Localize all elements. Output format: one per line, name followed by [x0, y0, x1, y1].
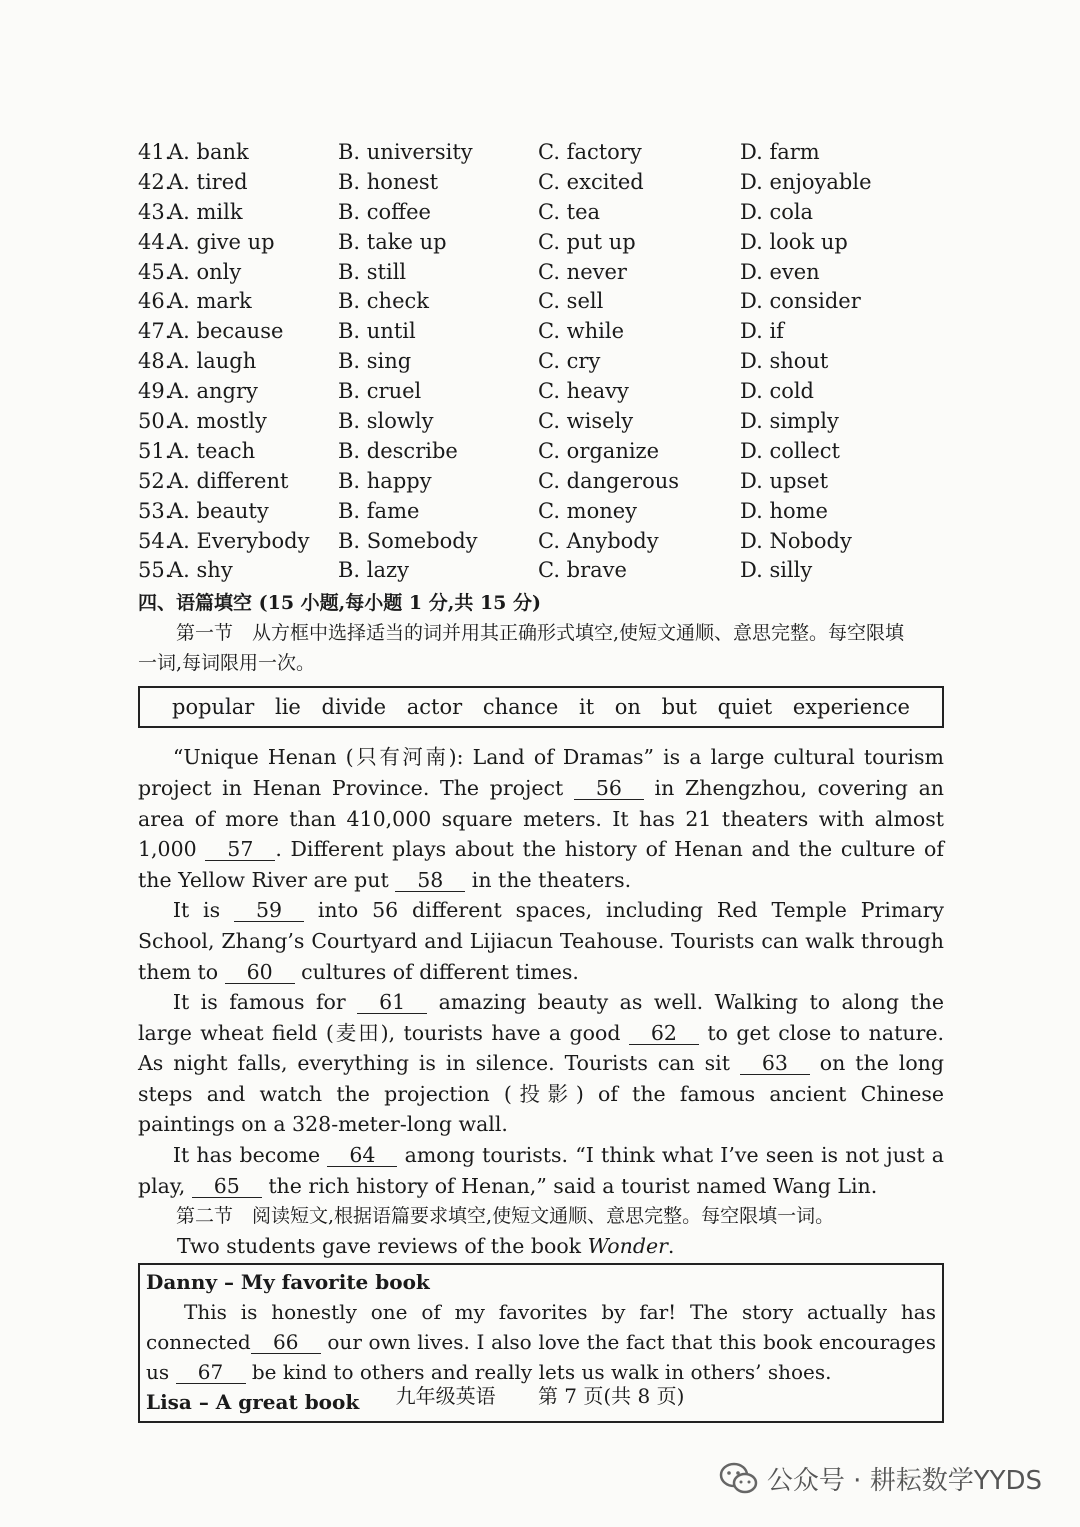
question-number: 49.	[138, 379, 172, 404]
word-box-item: lie	[274, 695, 301, 720]
question-number: 54.	[138, 528, 172, 553]
option-d[interactable]: D. if	[740, 319, 784, 344]
option-a[interactable]: A. tired	[168, 169, 248, 194]
question-row	[138, 437, 944, 467]
option-c[interactable]: C. tea	[538, 199, 601, 224]
question-row	[138, 228, 944, 258]
option-a[interactable]: A. laugh	[168, 349, 257, 374]
blank-60[interactable]: 60	[225, 961, 295, 984]
option-c[interactable]: C. cry	[538, 349, 601, 374]
option-d[interactable]: D. shout	[740, 349, 829, 374]
question-number: 45.	[138, 259, 172, 284]
option-a[interactable]: A. only	[168, 259, 242, 284]
word-box-item: quiet	[717, 695, 773, 720]
option-a[interactable]: A. give up	[168, 229, 275, 254]
paragraph-4: It has become 64 among tourists. “I think what I’ve seen is not just a play, 65 the rich history of Henan,” said a tourist named Wang Lin.	[138, 1143, 944, 1198]
option-a[interactable]: A. angry	[168, 379, 258, 404]
option-d[interactable]: D. silly	[740, 558, 813, 583]
option-b[interactable]: B. until	[338, 319, 416, 344]
page-footer	[0, 1380, 1080, 1409]
option-c[interactable]: C. organize	[538, 438, 660, 463]
question-number: 41.	[138, 140, 172, 164]
question-number: 52.	[138, 468, 172, 493]
word-box-item: experience	[792, 695, 910, 720]
option-c[interactable]: C. money	[538, 498, 638, 523]
option-c[interactable]: C. heavy	[538, 379, 629, 404]
option-b[interactable]: B. fame	[338, 498, 420, 523]
option-b[interactable]: B. lazy	[338, 558, 409, 583]
question-number: 53.	[138, 498, 172, 523]
option-c[interactable]: C. while	[538, 319, 625, 344]
question-row	[138, 497, 944, 527]
question-row	[138, 407, 944, 437]
option-c[interactable]: C. dangerous	[538, 468, 680, 493]
blank-58[interactable]: 58	[395, 869, 465, 892]
option-b[interactable]: B. take up	[338, 229, 447, 254]
option-b[interactable]: B. university	[338, 140, 473, 164]
blank-64[interactable]: 64	[327, 1144, 397, 1167]
option-d[interactable]: D. collect	[740, 438, 840, 463]
question-row	[138, 287, 944, 317]
word-box-item: chance	[482, 695, 559, 720]
option-d[interactable]: D. look up	[740, 229, 848, 254]
part1-instruction-cont: 一词,每词限用一次。	[138, 652, 316, 675]
blank-61[interactable]: 61	[357, 991, 427, 1014]
option-b[interactable]: B. coffee	[338, 199, 431, 224]
watermark-text: 公众号 · 耕耘数学YYDS	[766, 1466, 1042, 1496]
question-row	[138, 198, 944, 228]
question-row	[138, 467, 944, 497]
option-d[interactable]: D. Nobody	[740, 528, 852, 553]
exam-page	[138, 138, 944, 1423]
word-box-item: popular	[172, 695, 255, 720]
option-a[interactable]: A. beauty	[168, 498, 269, 523]
question-number: 43.	[138, 199, 172, 224]
option-c[interactable]: C. Anybody	[538, 528, 659, 553]
blank-65[interactable]: 65	[192, 1175, 262, 1198]
wechat-icon	[719, 1461, 759, 1497]
option-d[interactable]: D. home	[740, 498, 828, 523]
option-d[interactable]: D. cola	[740, 199, 814, 224]
question-row	[138, 527, 944, 557]
word-box-item: it	[578, 695, 595, 720]
review-title-danny: Danny – My favorite book	[146, 1270, 430, 1295]
question-number: 46.	[138, 289, 172, 314]
option-c[interactable]: C. factory	[538, 140, 642, 164]
option-b[interactable]: B. slowly	[338, 409, 434, 434]
question-row	[138, 556, 944, 586]
option-d[interactable]: D. cold	[740, 379, 815, 404]
paragraph-1: “Unique Henan (只有河南): Land of Dramas” is a large cultural tourism project in Henan Province. The project 56 in Zhengzhou, covering an area of more than 410,000 square meters. It has 21 theaters with almost 1,000 57 . Different plays about the history of Henan and the culture of the Yellow River are put 58 in the theaters.	[138, 745, 944, 892]
paragraph-3: It is famous for 61 amazing beauty as well. Walking to along the large wheat field (麦田), tourists have a good 62 to get close to nature. As night falls, everything is in silence. Tourists can sit 63 on the long steps and watch the projection (投影) of the famous ancient Chinese paintings on a 328-meter-long wall.	[138, 990, 944, 1137]
question-row	[138, 377, 944, 407]
option-b[interactable]: B. happy	[338, 468, 432, 493]
option-b[interactable]: B. Somebody	[338, 528, 478, 553]
question-number: 50.	[138, 409, 172, 434]
question-row	[138, 347, 944, 377]
option-a[interactable]: A. mark	[168, 289, 252, 314]
word-box-item: on	[614, 695, 641, 720]
option-c[interactable]: C. put up	[538, 229, 636, 254]
word-box-item: divide	[321, 695, 387, 720]
option-c[interactable]: C. excited	[538, 169, 644, 194]
option-d[interactable]: D. upset	[740, 468, 829, 493]
option-b[interactable]: B. check	[338, 289, 429, 314]
blank-59[interactable]: 59	[234, 899, 304, 922]
option-b[interactable]: B. honest	[338, 169, 439, 194]
option-a[interactable]: A. because	[168, 319, 284, 344]
option-b[interactable]: B. sing	[338, 349, 412, 374]
instruction-line-1: 第一节 从方框中选择适当的词并用其正确形式填空,使短文通顺、意思完整。每空限填	[176, 622, 905, 645]
paragraph-2: It is 59 into 56 different spaces, including Red Temple Primary School, Zhang’s Courtyard and Lijiacun Teahouse. Tourists can walk through them to 60 cultures of different times.	[138, 898, 944, 984]
option-a[interactable]: A. mostly	[168, 409, 267, 434]
option-c[interactable]: C. brave	[538, 558, 627, 583]
footer-page: 第 7 页(共 8 页)	[537, 1384, 685, 1408]
question-number: 48.	[138, 349, 172, 374]
option-d[interactable]: D. consider	[740, 289, 861, 314]
section-heading: 四、语篇填空 (15 小题,每小题 1 分,共 15 分)	[138, 592, 541, 615]
option-a[interactable]: A. teach	[168, 438, 256, 463]
book-title: Wonder	[587, 1234, 668, 1259]
blank-62[interactable]: 62	[629, 1022, 699, 1045]
option-c[interactable]: C. never	[538, 259, 627, 284]
question-number: 42.	[138, 169, 172, 194]
passage	[138, 742, 944, 1201]
blank-67[interactable]: 67	[176, 1361, 246, 1384]
option-a[interactable]: A. milk	[168, 199, 243, 224]
part2-intro: Two students gave reviews of the book Wonder.	[176, 1234, 675, 1259]
word-box-item: but	[661, 695, 698, 720]
option-a[interactable]: A. Everybody	[168, 528, 310, 553]
watermark	[719, 1460, 1042, 1497]
option-b[interactable]: B. describe	[338, 438, 458, 463]
option-d[interactable]: D. even	[740, 259, 820, 284]
option-list	[138, 138, 944, 586]
blank-66[interactable]: 66	[251, 1331, 321, 1354]
question-number: 55.	[138, 558, 172, 583]
option-a[interactable]: A. different	[168, 468, 289, 493]
question-number: 47.	[138, 319, 172, 344]
question-row	[138, 258, 944, 288]
word-box	[138, 686, 944, 728]
blank-63[interactable]: 63	[740, 1052, 810, 1075]
footer-subject: 九年级英语	[395, 1384, 496, 1408]
part1-instruction	[138, 618, 944, 648]
question-number: 51.	[138, 438, 172, 463]
review-title-lisa: Lisa – A great book	[146, 1390, 360, 1415]
question-row	[138, 138, 944, 168]
option-d[interactable]: D. enjoyable	[740, 169, 872, 194]
option-b[interactable]: B. still	[338, 259, 407, 284]
option-b[interactable]: B. cruel	[338, 379, 422, 404]
word-box-item: actor	[406, 695, 463, 720]
question-row	[138, 168, 944, 198]
option-d[interactable]: D. simply	[740, 409, 839, 434]
part2-instruction: 第二节 阅读短文,根据语篇要求填空,使短文通顺、意思完整。每空限填一词。	[176, 1205, 835, 1228]
option-a[interactable]: A. shy	[168, 558, 233, 583]
review-text-danny: This is honestly one of my favorites by far! The story actually has connected 66 our own lives. I also love the fact that this book encourages us 67 be kind to others and really lets us walk in others’ shoes.	[146, 1300, 936, 1385]
question-number: 44.	[138, 229, 172, 254]
option-a[interactable]: A. bank	[168, 140, 249, 164]
option-c[interactable]: C. wisely	[538, 409, 634, 434]
blank-56[interactable]: 56	[574, 777, 644, 800]
blank-57[interactable]: 57	[205, 838, 275, 861]
option-c[interactable]: C. sell	[538, 289, 604, 314]
question-row	[138, 317, 944, 347]
option-d[interactable]: D. farm	[740, 140, 820, 164]
